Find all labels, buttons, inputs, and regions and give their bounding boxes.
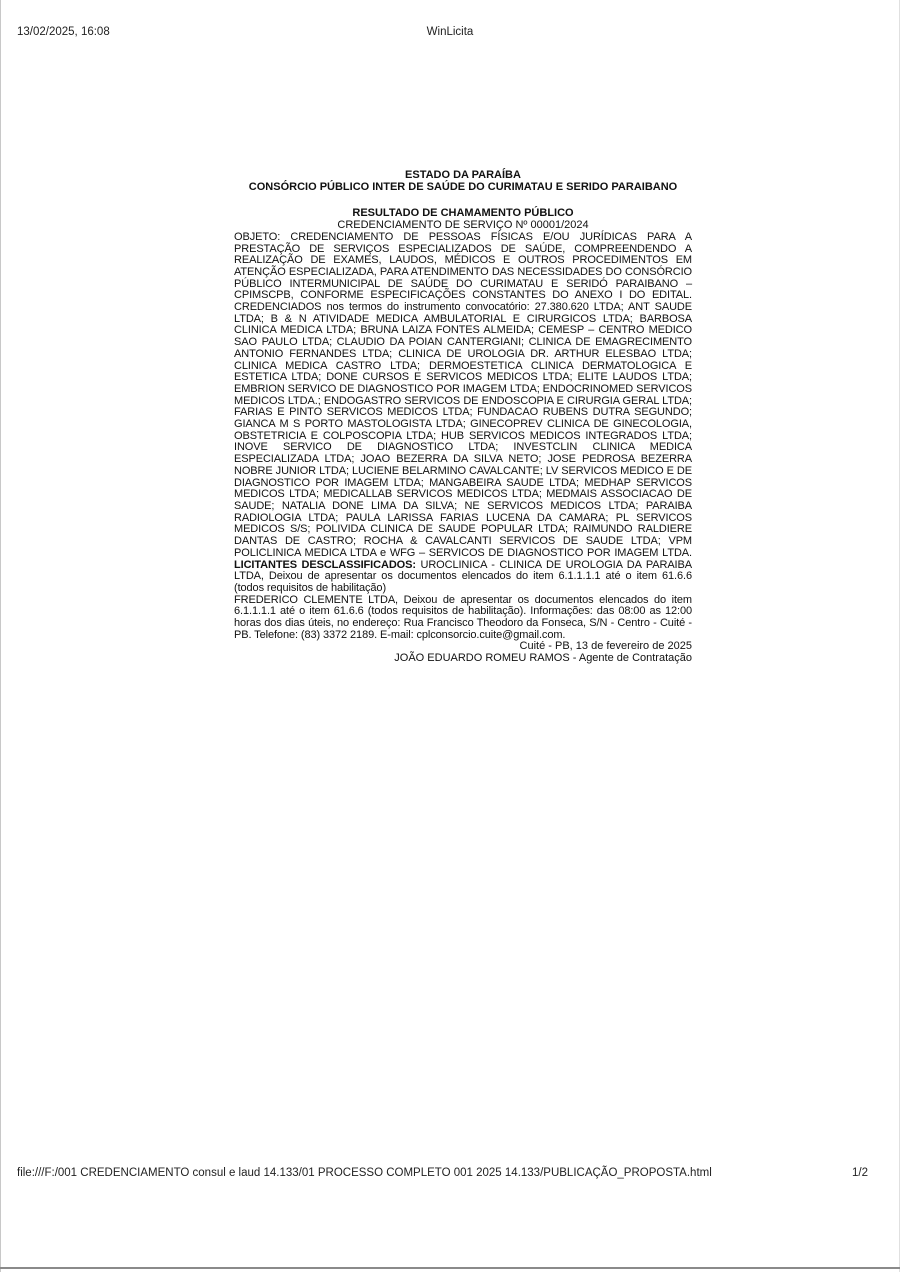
notice-subtitle: CREDENCIAMENTO DE SERVIÇO Nº 00001/2024 [337, 219, 589, 232]
notice-title: RESULTADO DE CHAMAMENTO PÚBLICO [352, 207, 574, 220]
print-app-title: WinLicita [426, 26, 474, 38]
disqualified-entry-2: FREDERICO CLEMENTE LTDA, Deixou de apresentar os documentos elencados do item 6.1.1.1.1 até o item 61.6.6 (todos requisitos de habilitação). Informações: das 08:00 as 12:00 horas dos dias úteis, no endereço: Rua Francisco Theodoro da Fonseca, S/N - Centro - Cuité - PB. Telefone: (83) 3372 2189. E-mail: cplconsorcio.cuite@gmail.com. [234, 593, 692, 641]
signatory: JOÃO EDUARDO ROMEU RAMOS - Agente de Contratação [394, 652, 692, 665]
notice-body [234, 232, 692, 595]
notice-state: ESTADO DA PARAÍBA [405, 169, 521, 181]
disqualified-label: LICITANTES DESCLASSIFICADOS: [234, 558, 416, 571]
print-file-path: file:///F:/001 CREDENCIAMENTO consul e laud 14.133/01 PROCESSO COMPLETO 001 2025 14.133/PUBLICAÇÃO_PROPOSTA.html [17, 1167, 712, 1179]
place-date: Cuité - PB, 13 de fevereiro de 2025 [519, 640, 692, 653]
print-page-number: 1/2 [852, 1167, 868, 1179]
notice-body-main: OBJETO: CREDENCIAMENTO DE PESSOAS FÍSICAS E/OU JURÍDICAS PARA A PRESTAÇÃO DE SERVIÇOS ESPECIALIZADOS DE SAÚDE, COMPREENDENDO A REALIZAÇÃO DE EXAMES, LAUDOS, MÉDICOS E OUTROS PROCEDIMENTOS EM ATENÇÃO ESPECIALIZADA, PARA ATENDIMENTO DAS NECESSIDADES DO CONSÓRCIO PÚBLICO INTERMUNICIPAL DE SAÚDE DO CURIMATAU E SERIDÓ PARAIBANO – CPIMSCPB, CONFORME ESPECIFICAÇÕES CONSTANTES DO ANEXO I DO EDITAL. CREDENCIADOS nos termos do instrumento convocatório: 27.380.620 LTDA; ANT SAUDE LTDA; B & N ATIVIDADE MEDICA AMBULATORIAL E CIRURGICOS LTDA; BARBOSA CLINICA MEDICA LTDA; BRUNA LAIZA FONTES ALMEIDA; CEMESP – CENTRO MEDICO SAO PAULO LTDA; CLAUDIO DA POIAN CANTERGIANI; CLINICA DE EMAGRECIMENTO ANTONIO FERNANDES LTDA; CLINICA DE UROLOGIA DR. ARTHUR ELESBAO LTDA; CLINICA MEDICA CASTRO LTDA; DERMOESTETICA CLINICA DERMATOLOGICA E ESTETICA LTDA; DONE CURSOS E SERVICOS MEDICOS LTDA; ELITE LAUDOS LTDA; EMBRION SERVICO DE DIAGNOSTICO POR IMAGEM LTDA; ENDOCRINOMED SERVICOS MEDICOS LTDA.; ENDOGASTRO SERVICOS DE ENDOSCOPIA E CIRURGIA GERAL LTDA; FARIAS E PINTO SERVICOS MEDICOS LTDA; FUNDACAO RUBENS DUTRA SEGUNDO; GIANCA M S PORTO MASTOLOGISTA LTDA; GINECOPREV CLINICA DE GINECOLOGIA, OBSTETRICIA E COLPOSCOPIA LTDA; HUB SERVICOS MEDICOS INTEGRADOS LTDA; INOVE SERVICO DE DIAGNOSTICO LTDA; INVESTCLIN CLINICA MEDICA ESPECIALIZADA LTDA; JOAO BEZERRA DA SILVA NETO; JOSE PEDROSA BEZERRA NOBRE JUNIOR LTDA; LUCIENE BELARMINO CAVALCANTE; LV SERVICOS MEDICO E DE DIAGNOSTICO POR IMAGEM LTDA; MANGABEIRA SAUDE LTDA; MEDHAP SERVICOS MEDICOS LTDA; MEDICALLAB SERVICOS MEDICOS LTDA; MEDMAIS ASSOCIACAO DE SAUDE; NATALIA DONE LIMA DA SILVA; NE SERVICOS MEDICOS LTDA; PARAIBA RADIOLOGIA LTDA; PAULA LARISSA FARIAS LUCENA DA CAMARA; PL SERVICOS MEDICOS S/S; POLIVIDA CLINICA DE SAUDE POPULAR LTDA; RAIMUNDO RALDIERE DANTAS DE CASTRO; ROCHA & CAVALCANTI SERVICOS DE SAUDE LTDA; VPM POLICLINICA MEDICA LTDA e WFG – SERVICOS DE DIAGNOSTICO POR IMAGEM LTDA. [234, 230, 692, 559]
notice-organization: CONSÓRCIO PÚBLICO INTER DE SAÚDE DO CURIMATAU E SERIDO PARAIBANO [248, 180, 678, 193]
print-datetime: 13/02/2025, 16:08 [17, 26, 110, 38]
disqualified-entry-1: UROCLINICA - CLINICA DE UROLOGIA DA PARAIBA LTDA, Deixou de apresentar os documentos elencados do item 6.1.1.1.1 até o item 61.6.6 (todos requisitos de habilitação) [234, 558, 692, 594]
public-notice [234, 170, 692, 665]
bottom-rule [0, 1267, 900, 1269]
